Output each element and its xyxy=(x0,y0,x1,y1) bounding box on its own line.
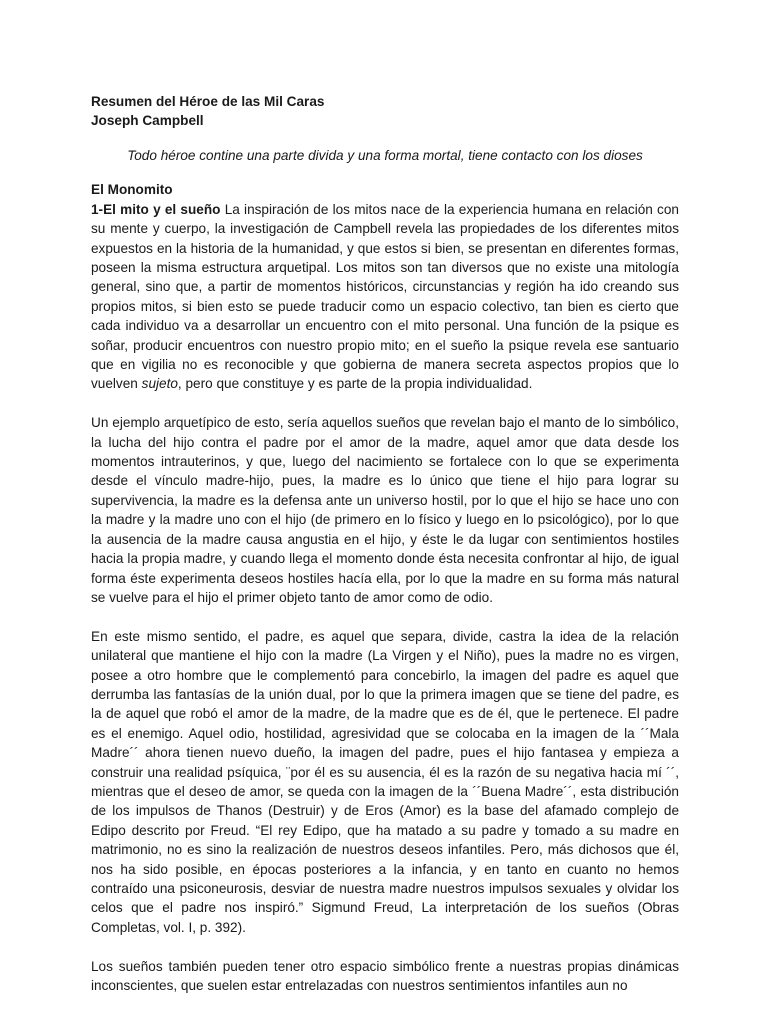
epigraph: Todo héroe contine una parte divida y una forma mortal, tiene contacto con los dioses xyxy=(127,148,643,163)
document-page xyxy=(91,92,679,995)
emphasis-text: sujeto xyxy=(141,376,178,392)
paragraph-1-text-a: La inspiración de los mitos nace de la experiencia humana en relación con su mente y cuerpo, la investigación de Campbell revela las propiedades de los diferentes mitos expuestos en la historia de la humanidad, y que estos si bien, se presentan en diferentes formas, poseen la misma estructura arquetipal. Los mitos son tan diversos que no existe una mitología general, sino que, a partir de momentos históricos, circunstancias y región ha ido creando sus propios mitos, si bien esto se puede traducir como un espacio colectivo, tan bien es cierto que cada individuo va a desarrollar un encuentro con el mito personal. Una función de la psique es soñar, producir encuentros con nuestro propio mito; en el sueño la psique revela ese santuario que en vigilia no es reconocible y que gobierna de manera secreta aspectos propios que lo vuelven xyxy=(91,201,679,392)
paragraph-1 xyxy=(91,200,679,394)
paragraph-2: Un ejemplo arquetípico de esto, sería aquellos sueños que revelan bajo el manto de lo simbólico, la lucha del hijo contra el padre por el amor de la madre, aquel amor que data desde los momentos intrauterinos, y que, luego del nacimiento se fortalece con lo que se experimenta desde el vínculo madre-hijo, pues, la madre es lo único que tiene el hijo para lograr su supervivencia, la madre es la defensa ante un universo hostil, por lo que el hijo se hace uno con la madre y la madre uno con el hijo (de primero en lo físico y luego en lo psicológico), por lo que la ausencia de la madre causa angustia en el hijo, y éste le da lugar con sentimientos hostiles hacia la propia madre, y cuando llega el momento donde ésta necesita confrontar al hijo, de igual forma éste experimenta deseos hostiles hacía ella, por lo que la madre en su forma más natural se vuelve para el hijo el primer objeto tanto de amor como de odio. xyxy=(91,415,679,605)
section-heading: El Monomito xyxy=(91,182,173,198)
paragraph-3: En este mismo sentido, el padre, es aquel que separa, divide, castra la idea de la relación unilateral que mantiene el hijo con la madre (La Virgen y el Niño), pues la madre no es virgen, posee a otro hombre que le complementó para concebirlo, la imagen del padre es aquel que derrumba las fantasías de la unión dual, por lo que la primera imagen que se tiene del padre, es la de aquel que robó el amor de la madre, de la madre que es de él, que le pertenece. El padre es el enemigo. Aquel odio, hostilidad, agresividad que se colocaba en la imagen de la ´´Mala Madre´´ ahora tienen nuevo dueño, la imagen del padre, pues el hijo fantasea y empieza a construir una realidad psíquica, ¨por él es su ausencia, él es la razón de su negativa hacia mí ´´, mientras que el deseo de amor, se queda con la imagen de la ´´Buena Madre´´, esta distribución de los impulsos de Thanos (Destruir) y de Eros (Amor) es la base del afamado complejo de Edipo descrito por Freud. “El rey Edipo, que ha matado a su padre y tomado a su madre en matrimonio, no es sino la realización de nuestros deseos infantiles. Pero, más dichosos que él, nos ha sido posible, en épocas posteriores a la infancia, y en tanto en cuanto no hemos contraído una psiconeurosis, desviar de nuestra madre nuestros impulsos sexuales y olvidar los celos que el padre nos inspiró.” Sigmund Freud, La interpretación de los sueños (Obras Completas, vol. I, p. 392). xyxy=(91,628,679,935)
title-block xyxy=(91,92,679,130)
paragraph-1-text-b: , pero que constituye y es parte de la propia individualidad. xyxy=(177,376,533,392)
document-title: Resumen del Héroe de las Mil Caras xyxy=(91,94,325,109)
subheading: 1-El mito y el sueño xyxy=(91,201,221,217)
paragraph-4: Los sueños también pueden tener otro espacio simbólico frente a nuestras propias dinámicas inconscientes, que suelen estar entrelazadas con nuestros sentimientos infantiles aun no xyxy=(91,958,679,994)
document-author: Joseph Campbell xyxy=(91,113,204,128)
